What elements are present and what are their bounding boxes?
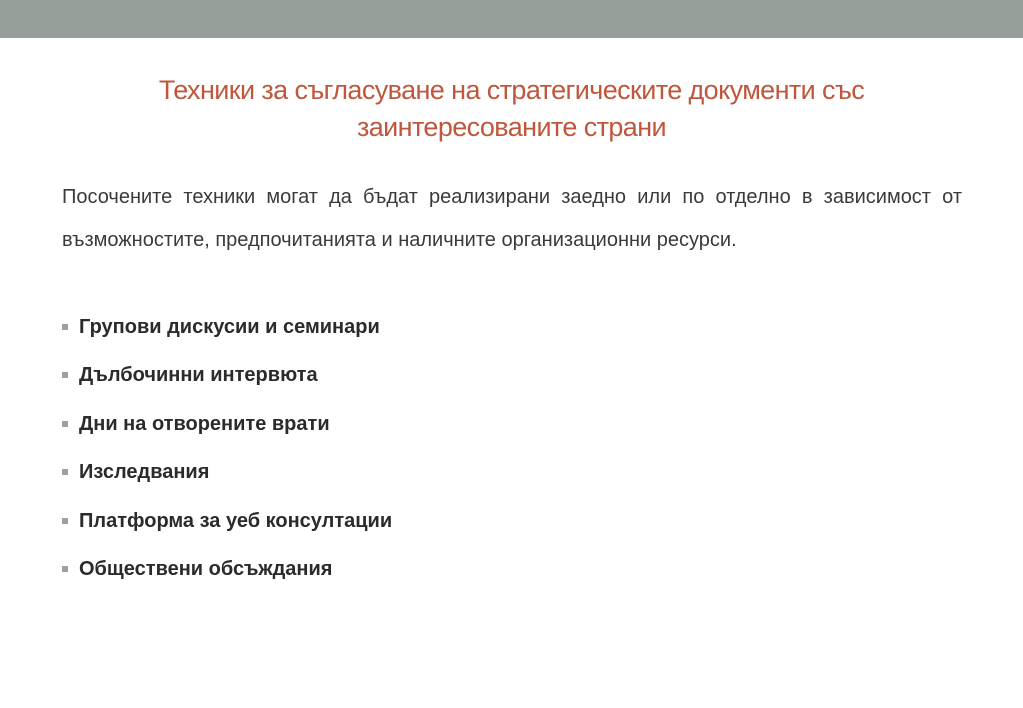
list-item	[62, 405, 942, 453]
slide-title: Техники за съгласуване на стратегическите документи със заинтересованите страни	[158, 75, 865, 142]
list-item	[62, 356, 942, 404]
square-bullet-icon	[62, 324, 68, 330]
list-item-label: Групови дискусии и семинари	[79, 316, 380, 338]
list-item	[62, 502, 942, 550]
list-item	[62, 308, 942, 356]
techniques-list	[62, 308, 942, 598]
list-item-label: Обществени обсъждания	[79, 557, 333, 580]
list-item-label: Дни на отворените врати	[79, 412, 330, 435]
list-item	[62, 453, 942, 501]
list-item	[62, 550, 942, 598]
square-bullet-icon	[62, 372, 68, 378]
list-item-label: Изследвания	[79, 461, 210, 484]
square-bullet-icon	[62, 518, 68, 524]
square-bullet-icon	[62, 469, 68, 475]
intro-paragraph: Посочените техники могат да бъдат реализирани заедно или по отделно в зависимост от възможностите, предпочитанията и наличните организационни ресурси.	[62, 186, 962, 251]
slide-top-bar	[0, 0, 1023, 38]
square-bullet-icon	[62, 566, 68, 572]
list-item-label: Дълбочинни интервюта	[79, 364, 318, 387]
list-item-label: Платформа за уеб консултации	[79, 509, 393, 532]
square-bullet-icon	[62, 421, 68, 427]
